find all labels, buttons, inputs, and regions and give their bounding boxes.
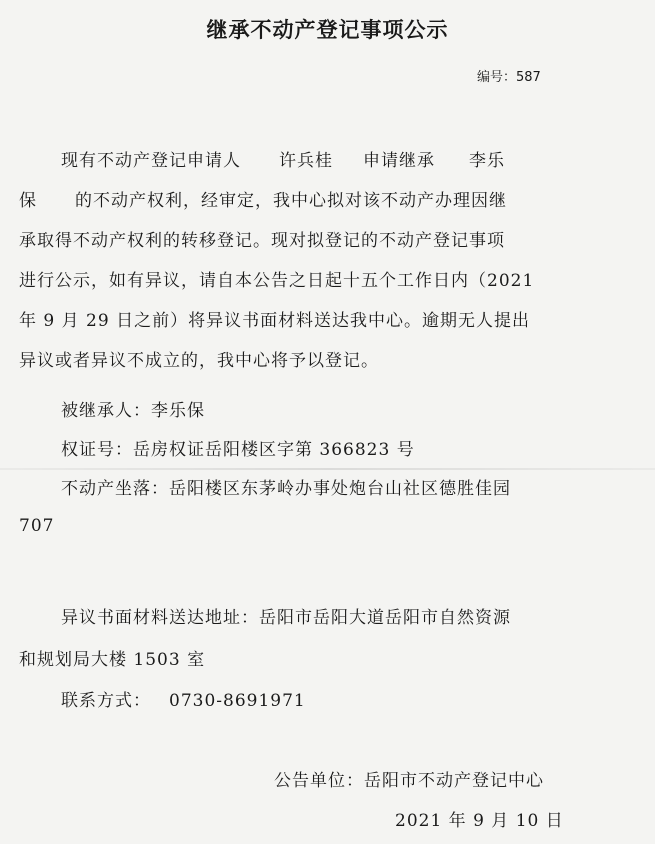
line1-prefix: 现有不动产登记申请人: [61, 151, 241, 171]
issuer-label: 公告单位：: [274, 771, 364, 791]
location-value-line1: 岳阳楼区东茅岭办事处炮台山社区德胜佳园: [169, 479, 511, 499]
decedent-row: [61, 396, 205, 421]
paragraph-line-4: 进行公示，如有异议，请自本公告之日起十五个工作日内（2021: [19, 271, 535, 291]
location-value-line2: 707: [19, 516, 55, 536]
heir-name-part2: 保: [19, 191, 37, 211]
objection-address-line2: 和规划局大楼 1503 室: [19, 650, 206, 670]
scan-artifact-line: [0, 468, 655, 470]
applicant-name: 许兵桂: [279, 151, 333, 171]
paragraph-line-6: 异议或者异议不成立的，我中心将予以登记。: [19, 351, 379, 371]
document-number: [477, 66, 541, 85]
heir-name-part1: 李乐: [469, 151, 505, 171]
notice-date: 2021 年 9 月 10 日: [395, 811, 564, 831]
decedent-value: 李乐保: [151, 401, 205, 421]
decedent-label: 被继承人：: [61, 401, 151, 421]
issuer-value: 岳阳市不动产登记中心: [364, 771, 544, 791]
document-title: 继承不动产登记事项公示: [206, 18, 449, 42]
paragraph-line-2: [19, 186, 507, 211]
contact-value: 0730-8691971: [169, 691, 306, 711]
line1-mid: 申请继承: [363, 151, 435, 171]
notice-paragraph: [0, 142, 655, 382]
objection-address-row: [61, 603, 511, 628]
certificate-value: 岳房权证岳阳楼区字第 366823 号: [133, 440, 415, 460]
contact-row: [61, 686, 306, 711]
location-row: [61, 474, 511, 499]
objection-address-line1: 岳阳市岳阳大道岳阳市自然资源: [259, 608, 511, 628]
objection-address-label: 异议书面材料送达地址：: [61, 608, 259, 628]
contact-label: 联系方式：: [61, 691, 151, 711]
certificate-row: [61, 435, 415, 460]
issuer-row: [274, 766, 544, 791]
number-value: 587: [516, 70, 541, 85]
number-label: 编号：: [477, 70, 517, 85]
location-label: 不动产坐落：: [61, 479, 169, 499]
paragraph-line-1: [61, 146, 505, 171]
paragraph-line-5: 年 9 月 29 日之前）将异议书面材料送达我中心。逾期无人提出: [19, 311, 531, 331]
line2-rest: 的不动产权利，经审定，我中心拟对该不动产办理因继: [75, 191, 507, 211]
paragraph-line-3: 承取得不动产权利的转移登记。现对拟登记的不动产登记事项: [19, 231, 505, 251]
certificate-label: 权证号：: [61, 440, 133, 460]
